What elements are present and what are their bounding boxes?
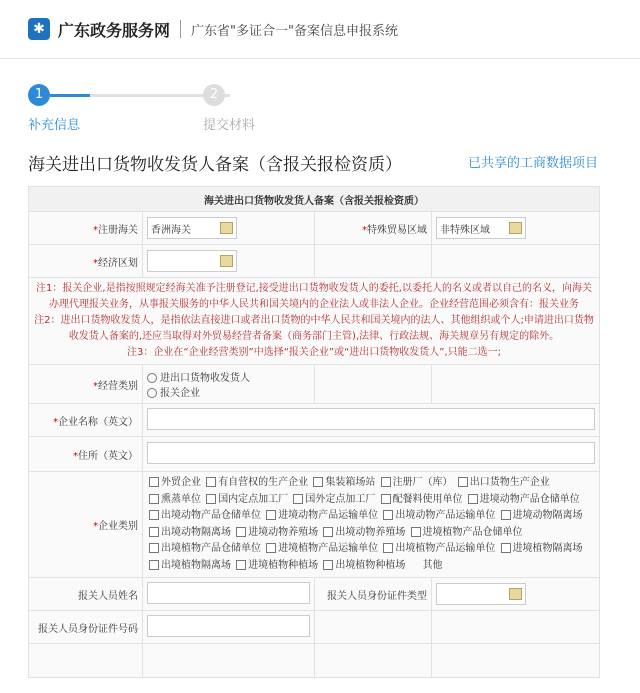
name-en-input[interactable] [147,408,595,430]
page-title: 海关进出口货物收发货人备案（含报关报检资质） [28,155,402,175]
checkbox-icon [323,527,333,537]
broker-name-input[interactable] [147,582,310,604]
category-checkbox[interactable]: 出境植物产品运输单位 [381,543,498,554]
note-1: 注1：报关企业,是指按照规定经海关准予注册登记,接受进出口货物收发货人的委托,以委托人的名义或者以自己的名义，向海关办理代理报关业务，从事报关服务的中华人民共和国关境内的企业法人或非法人企业。企业经营范围必须含有：报关业务 [36,283,592,310]
category-checkbox[interactable]: 出口货物生产企业 [456,477,550,488]
broker-id-type-label: 报关人员身份证件类型 [315,578,432,611]
customs-label: 注册海关 [98,224,138,236]
checkbox-icon [381,477,391,487]
checkbox-icon [501,543,511,553]
brand-name: 广东政务服务网 [58,20,171,40]
checkbox-icon [468,494,478,504]
checkbox-icon [206,477,216,487]
checkbox-icon [266,510,276,520]
category-checkbox[interactable]: 进境植物产品仓储单位 [409,527,523,538]
category-checkbox[interactable]: 出境动物隔离场 [147,527,234,538]
category-checkbox[interactable]: 外贸企业 [147,477,204,488]
econ-zone-select[interactable] [147,250,237,272]
checkbox-icon [313,477,323,487]
checkbox-icon [293,494,303,504]
checkbox-icon [381,494,391,504]
broker-id-no-label: 报关人员身份证件号码 [29,611,143,644]
note-2: 注2：进出口货物收发货人，是指依法直接进口或者出口货物的中华人民共和国关境内的法人、其他组织或个人;申请进出口货物收发货人备案的,还应当取得对外贸易经营者备案（商务部门主管),法律、行政法规、海关规章另有规定的除外。 [34,315,594,342]
checkbox-icon [236,560,246,570]
broker-id-type-select[interactable] [436,583,526,605]
radio-customs-broker[interactable]: 报关企业 [147,384,310,399]
step-2-circle: 2 [203,84,225,106]
checkbox-icon [458,477,468,487]
category-checkbox[interactable]: 配餐料使用单位 [379,494,466,505]
checkbox-icon [149,560,159,570]
category-checkbox[interactable]: 国外定点加工厂 [291,494,378,505]
radio-import-export[interactable]: 进出口货物收发货人 [147,369,310,384]
addr-en-label: 住所（英文） [78,450,138,462]
lookup-icon [220,255,233,267]
customs-select[interactable]: 香洲海关 [147,217,237,239]
checkbox-icon [149,510,159,520]
checkbox-icon [266,543,276,553]
zone-select[interactable]: 非特殊区域 [436,217,526,239]
category-checkbox[interactable]: 进境动物养殖场 [234,527,321,538]
category-checkbox[interactable]: 出境动物产品仓储单位 [147,510,264,521]
econ-zone-label: 经济区划 [98,257,138,269]
site-header [0,0,640,59]
name-en-label: 企业名称（英文） [58,416,138,428]
category-checkbox-group [143,472,600,578]
checkbox-icon [206,494,216,504]
broker-name-label: 报关人员姓名 [29,578,143,611]
checkbox-icon [149,527,159,537]
category-label: 企业类别 [98,521,138,532]
table-title: 海关进出口货物收发货人备案（含报关报检资质） [29,187,600,212]
category-checkbox[interactable]: 进境动物隔离场 [499,510,583,521]
category-checkbox[interactable]: 出境动物产品运输单位 [381,510,498,521]
checkbox-icon [323,560,333,570]
checkbox-icon [383,543,393,553]
checkbox-icon [411,527,421,537]
checkbox-icon [501,510,511,520]
category-checkbox[interactable]: 出境植物隔离场 [147,560,234,571]
checkbox-icon [149,543,159,553]
step-2-label: 提交材料 [203,118,256,133]
shared-data-link[interactable]: 已共享的工商数据项目 [467,156,598,171]
notes [29,278,600,365]
category-checkbox[interactable]: 进境动物产品仓储单位 [466,494,580,505]
biz-type-radio-group [143,365,315,404]
category-checkbox[interactable]: 出境植物产品仓储单位 [147,543,264,554]
checkbox-icon [236,527,246,537]
category-checkbox[interactable]: 熏蒸单位 [147,494,204,505]
category-checkbox[interactable]: 进境植物种植场 [234,560,321,571]
category-checkbox[interactable]: 进境植物隔离场 [499,543,583,554]
step-1-circle: 1 [28,84,50,106]
broker-id-no-input[interactable] [147,615,310,637]
category-checkbox[interactable]: 集装箱场站 [311,477,378,488]
category-checkbox[interactable]: 出境植物种植场 [321,560,408,571]
biz-type-label: 经营类别 [98,380,138,392]
category-checkbox[interactable]: 出境动物养殖场 [321,527,408,538]
lookup-icon [509,588,522,600]
category-checkbox[interactable]: 国内定点加工厂 [204,494,291,505]
category-other: 其他 [422,559,443,571]
addr-en-input[interactable] [147,442,595,464]
note-3: 注3：企业在“企业经营类别”中选择“报关企业”或“进出口货物收发货人”,只能二选一; [127,347,501,358]
filing-form: 海关进出口货物收发货人备案（含报关报检资质） *注册海关 香洲海关 *特殊贸易区域 非特殊区域 *经济区划 注1：报关企业,是指按照规定经海关准予注册登记,接受进出口货物收发货人的委托,以委托人的名义或者以自己的名义，向海关办理代理报关业务，从事报关服务的中华人民共和国关境内的企业法人或非法人企业。企业经营范围必须含有：报关业务 注2：进出口货物收发货人，是指依法直接进口或者出口货物的中华人民共和国关境内的法人、其他组织或个人;申请进出口货物收发货人备案的,还应当取得对外贸易经营者备案（商务部门主管),法律、行政法规、海关规章另有规定的除外。 注3：企业在“企业经营类别”中选择“报关企业”或“进出口货物收发货人”,只能二选一; *经营类别 进出口货物收发货人 报关企业 *企业名称（英文） *住所（英文） *企业类别 外贸企业 有自营权的生产企业 集装箱场站 注册厂（库） 出口货物生产企业 熏蒸单位 国内定点加工厂 国外定点加工厂 配餐料使用单位 进境动物产品仓储单位 出境动物产品仓储单位 进境动物产品运输单位 出境动物产品运输单位 进境动物隔离场 出境动物隔离场 进境动物养殖场 出境动物养殖场 进境植物产品仓储单位 出境植物产品仓储单位 进境植物产品运输单位 出境植物产品运输单位 进境植物隔离场 出境植物隔离场 进境植物种植场 出境植物种植场 其他 报关人员姓名 报关人员身份证件类型 报关人员身份证件号码 [28,186,600,678]
checkbox-icon [149,477,159,487]
zone-label: 特殊贸易区域 [367,224,427,236]
checkbox-icon [149,494,159,504]
lookup-icon [220,222,233,234]
category-checkbox[interactable]: 注册厂（库） [379,477,456,488]
step-1-label: 补充信息 [28,118,81,133]
divider [180,20,181,38]
category-checkbox[interactable]: 进境动物产品运输单位 [264,510,381,521]
checkbox-icon [383,510,393,520]
lookup-icon [509,222,522,234]
system-name: 广东省"多证合一"备案信息申报系统 [191,23,398,39]
site-logo-icon: ✱ [28,18,50,40]
category-checkbox[interactable]: 进境植物产品运输单位 [264,543,381,554]
category-checkbox[interactable]: 有自营权的生产企业 [204,477,311,488]
